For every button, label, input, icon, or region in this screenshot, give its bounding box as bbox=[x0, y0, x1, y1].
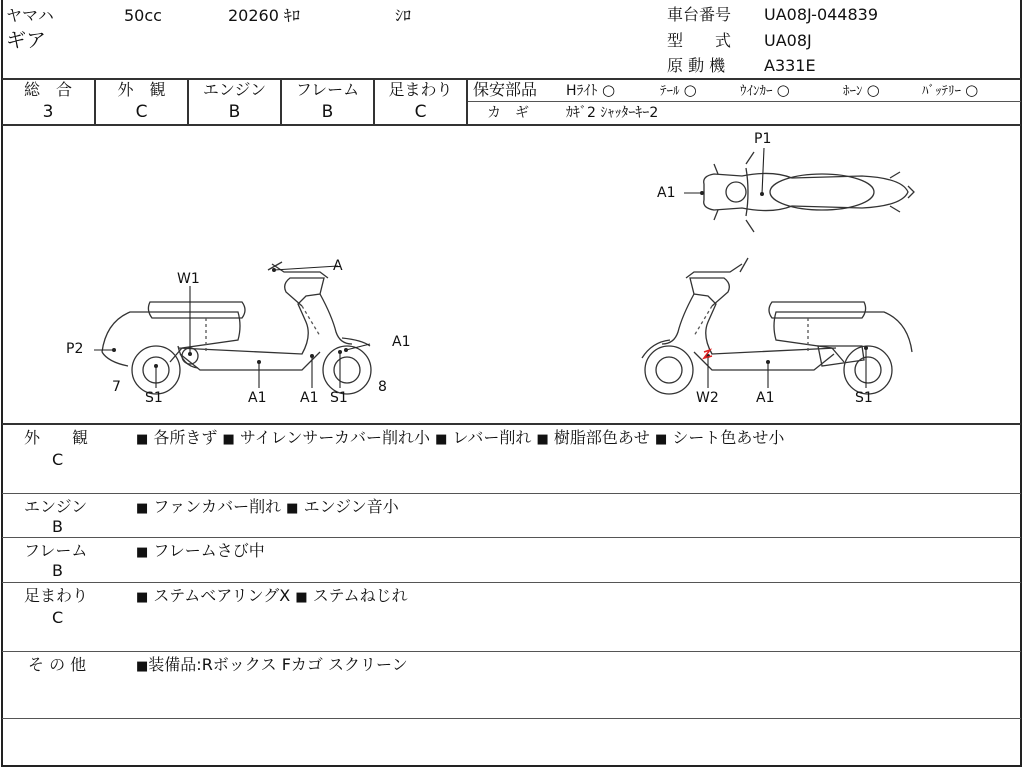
grade-label-frame: フレーム bbox=[295, 80, 360, 99]
frame-no: UA08J-044839 bbox=[764, 5, 879, 24]
notes-top-line bbox=[2, 423, 1021, 425]
note-items-frame: ■ フレームさび中 bbox=[136, 541, 265, 560]
grade-label-overall: 総 合 bbox=[23, 80, 72, 99]
notes-divider bbox=[2, 582, 1021, 583]
note-items-other: ■装備品:Rボックス Fカゴ スクリーン bbox=[136, 655, 408, 674]
label-left-7: 7 bbox=[112, 379, 121, 395]
label-left-a1-c: A1 bbox=[300, 390, 319, 406]
note-title-exterior: 外 観 bbox=[24, 428, 89, 447]
note-grade-frame: B bbox=[52, 561, 63, 580]
label-right-s1: S1 bbox=[855, 390, 873, 406]
notes-divider bbox=[2, 493, 1021, 494]
note-title-suspension: 足まわり bbox=[24, 586, 89, 605]
key-value: ｶｷﾞ2 ｼｬｯﾀｰｷｰ2 bbox=[566, 105, 659, 121]
frame-no-label: 車台番号 bbox=[667, 5, 732, 24]
safety-item-tail: ﾃｰﾙ ○ bbox=[660, 81, 697, 99]
safety-divider bbox=[467, 101, 1021, 102]
note-items-exterior: ■ 各所きず ■ サイレンサーカバー削れ小 ■ レバー削れ ■ 樹脂部色あせ ■ シート色あせ小 bbox=[136, 428, 785, 447]
scooter-diagrams bbox=[2, 126, 1021, 422]
notes-divider bbox=[2, 718, 1021, 719]
note-items-suspension: ■ ステムベアリングX ■ ステムねじれ bbox=[136, 586, 408, 605]
engine-label: 原 動 機 bbox=[667, 56, 726, 75]
note-grade-exterior: C bbox=[52, 450, 64, 469]
grade-value-exterior: C bbox=[135, 102, 148, 122]
note-grade-engine: B bbox=[52, 517, 63, 536]
left-view-scooter bbox=[102, 262, 371, 394]
label-top-a1: A1 bbox=[657, 185, 676, 201]
top-view-scooter bbox=[704, 152, 914, 232]
note-items-engine: ■ ファンカバー削れ ■ エンジン音小 bbox=[136, 497, 399, 516]
grade-value-engine: B bbox=[228, 102, 241, 122]
label-left-s1-a: S1 bbox=[145, 390, 163, 406]
safety-item-battery: ﾊﾞｯﾃﾘｰ ○ bbox=[922, 81, 979, 99]
right-view-scooter bbox=[642, 258, 912, 394]
safety-item-horn: ﾎｰﾝ ○ bbox=[843, 81, 880, 99]
grade-label-suspension: 足まわり bbox=[388, 80, 453, 99]
label-top-p1: P1 bbox=[754, 131, 772, 147]
grade-label-exterior: 外 観 bbox=[117, 80, 166, 99]
label-right-w2: W2 bbox=[696, 390, 719, 406]
notes-divider bbox=[2, 651, 1021, 652]
label-left-s1-b: S1 bbox=[330, 390, 348, 406]
engine-value: A331E bbox=[764, 56, 816, 75]
displacement: 50cc bbox=[124, 6, 162, 25]
label-right-a1: A1 bbox=[756, 390, 775, 406]
label-left-p2: P2 bbox=[66, 341, 84, 357]
safety-item-winker: ｳｲﾝｶｰ ○ bbox=[740, 81, 790, 99]
key-label: カ ギ bbox=[487, 105, 529, 121]
type-value: UA08J bbox=[764, 31, 812, 50]
grade-value-overall: 3 bbox=[42, 102, 54, 122]
mileage: 20260 ｷﾛ bbox=[228, 6, 300, 25]
model-name: ギア bbox=[6, 28, 46, 52]
maker: ヤマハ bbox=[6, 6, 54, 25]
grade-col-divider bbox=[466, 79, 468, 124]
note-grade-suspension: C bbox=[52, 608, 64, 627]
grade-label-engine: エンジン bbox=[202, 80, 267, 99]
notes-divider bbox=[2, 537, 1021, 538]
grade-value-frame: B bbox=[321, 102, 334, 122]
note-title-other: そ の 他 bbox=[28, 655, 87, 674]
safety-label: 保安部品 bbox=[473, 80, 538, 99]
label-left-8: 8 bbox=[378, 379, 387, 395]
label-left-a: A bbox=[333, 258, 343, 274]
color: ｼﾛ bbox=[395, 6, 412, 25]
label-left-w1: W1 bbox=[177, 271, 200, 287]
grade-value-suspension: C bbox=[414, 102, 427, 122]
safety-item-headlight: Hﾗｲﾄ ○ bbox=[566, 81, 616, 99]
note-title-frame: フレーム bbox=[24, 541, 88, 560]
label-left-a1-b: A1 bbox=[248, 390, 267, 406]
type-label: 型 式 bbox=[667, 31, 732, 50]
note-title-engine: エンジン bbox=[24, 497, 88, 516]
label-left-a1-right: A1 bbox=[392, 334, 411, 350]
